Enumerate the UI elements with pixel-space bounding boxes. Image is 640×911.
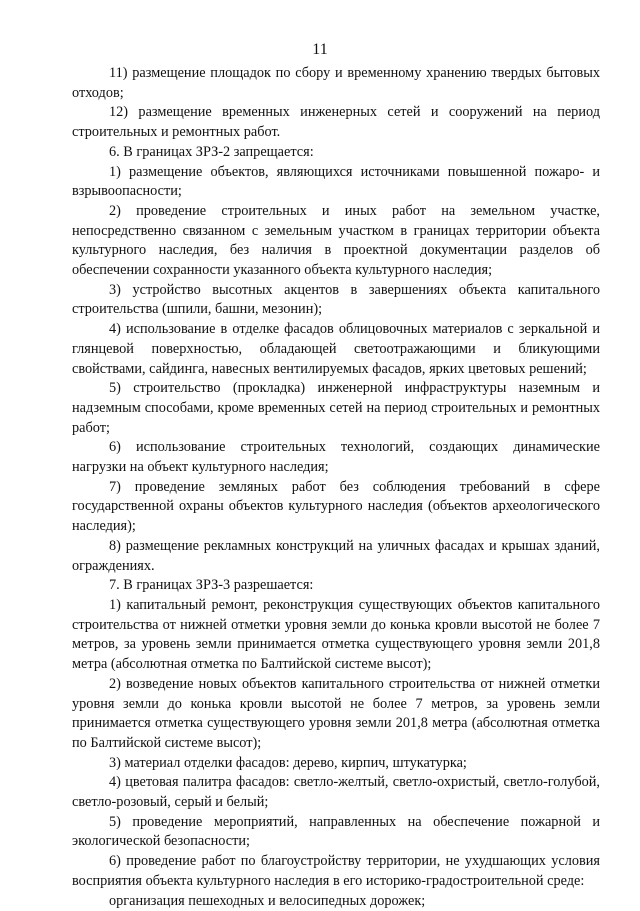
page-number: 11 <box>312 41 328 58</box>
zrz3-clause-6-item: организация пешеходных и велосипедных дорожек; <box>109 892 426 909</box>
zrz2-clause-3: 3) устройство высотных акцентов в завершениях объекта капитального строительства (шпили, башни, мезонин); <box>72 281 600 318</box>
zrz2-clause-1: 1) размещение объектов, являющихся источниками повышенной пожаро- и взрывоопасности; <box>72 163 600 200</box>
zrz2-clause-4: 4) использование в отделке фасадов облицовочных материалов с зеркальной и глянцевой поверхностью, обладающей светоотражающими и бликующими свойствами, сайдинга, навесных вентилируемых фасадов, ярких цветовых решений; <box>72 321 600 377</box>
clause-12-temporary-networks: 12) размещение временных инженерных сетей и сооружений на период строительных и ремонтных работ. <box>72 104 600 141</box>
zrz2-clause-2: 2) проведение строительных и иных работ на земельном участке, непосредственно связанном с земельным участком в границах территории объекта культурного наследия, без наличия в проектной документации разделов об обеспечении сохранности указанного объекта культурного наследия; <box>72 202 600 279</box>
zrz3-clause-6: 6) проведение работ по благоустройству территории, не ухудшающих условия восприятия объекта культурного наследия в его историко-градостроительной среде: <box>72 853 600 889</box>
zrz3-clause-5: 5) проведение мероприятий, направленных на обеспечение пожарной и экологической безопасности; <box>72 813 600 850</box>
zrz2-clause-6: 6) использование строительных технологий, создающих динамические нагрузки на объект культурного наследия; <box>72 439 600 476</box>
clause-11-waste-sites: 11) размещение площадок по сбору и временному хранению твердых бытовых отходов; <box>72 65 600 101</box>
zrz2-clause-8: 8) размещение рекламных конструкций на уличных фасадах и крышах зданий, ограждениях. <box>72 537 600 574</box>
zrz2-clause-5: 5) строительство (прокладка) инженерной инфраструктуры наземным и надземным способами, кроме временных сетей на период строительных и ремонтных работ; <box>72 380 600 436</box>
document-body <box>72 64 600 911</box>
section-6-heading: 6. В границах ЗРЗ-2 запрещается: <box>109 143 314 160</box>
zrz3-clause-2: 2) возведение новых объектов капитального строительства от нижней отметки уровня земли до конька кровли высотой не более 7 метров, за уровень земли принимается отметка существующего уровня земли 201,8 метра (абсолютная отметка по Балтийской системе высот); <box>72 675 600 751</box>
section-7-heading: 7. В границах ЗРЗ-3 разрешается: <box>109 577 314 594</box>
zrz3-clause-1: 1) капитальный ремонт, реконструкция существующих объектов капитального строительства от нижней отметки уровня земли до конька кровли высотой не более 7 метров, за уровень земли принимается отметка существующего уровня земли 201,8 метра (абсолютная отметка по Балтийской системе высот); <box>72 596 600 673</box>
zrz2-clause-7: 7) проведение земляных работ без соблюдения требований в сфере государственной охраны объектов культурного наследия (объектов археологического наследия); <box>72 478 600 535</box>
zrz3-clause-3: 3) материал отделки фасадов: дерево, кирпич, штукатурка; <box>109 754 467 771</box>
zrz3-clause-4: 4) цветовая палитра фасадов: светло-желтый, светло-охристый, светло-голубой, светло-розовый, серый и белый; <box>72 774 600 811</box>
